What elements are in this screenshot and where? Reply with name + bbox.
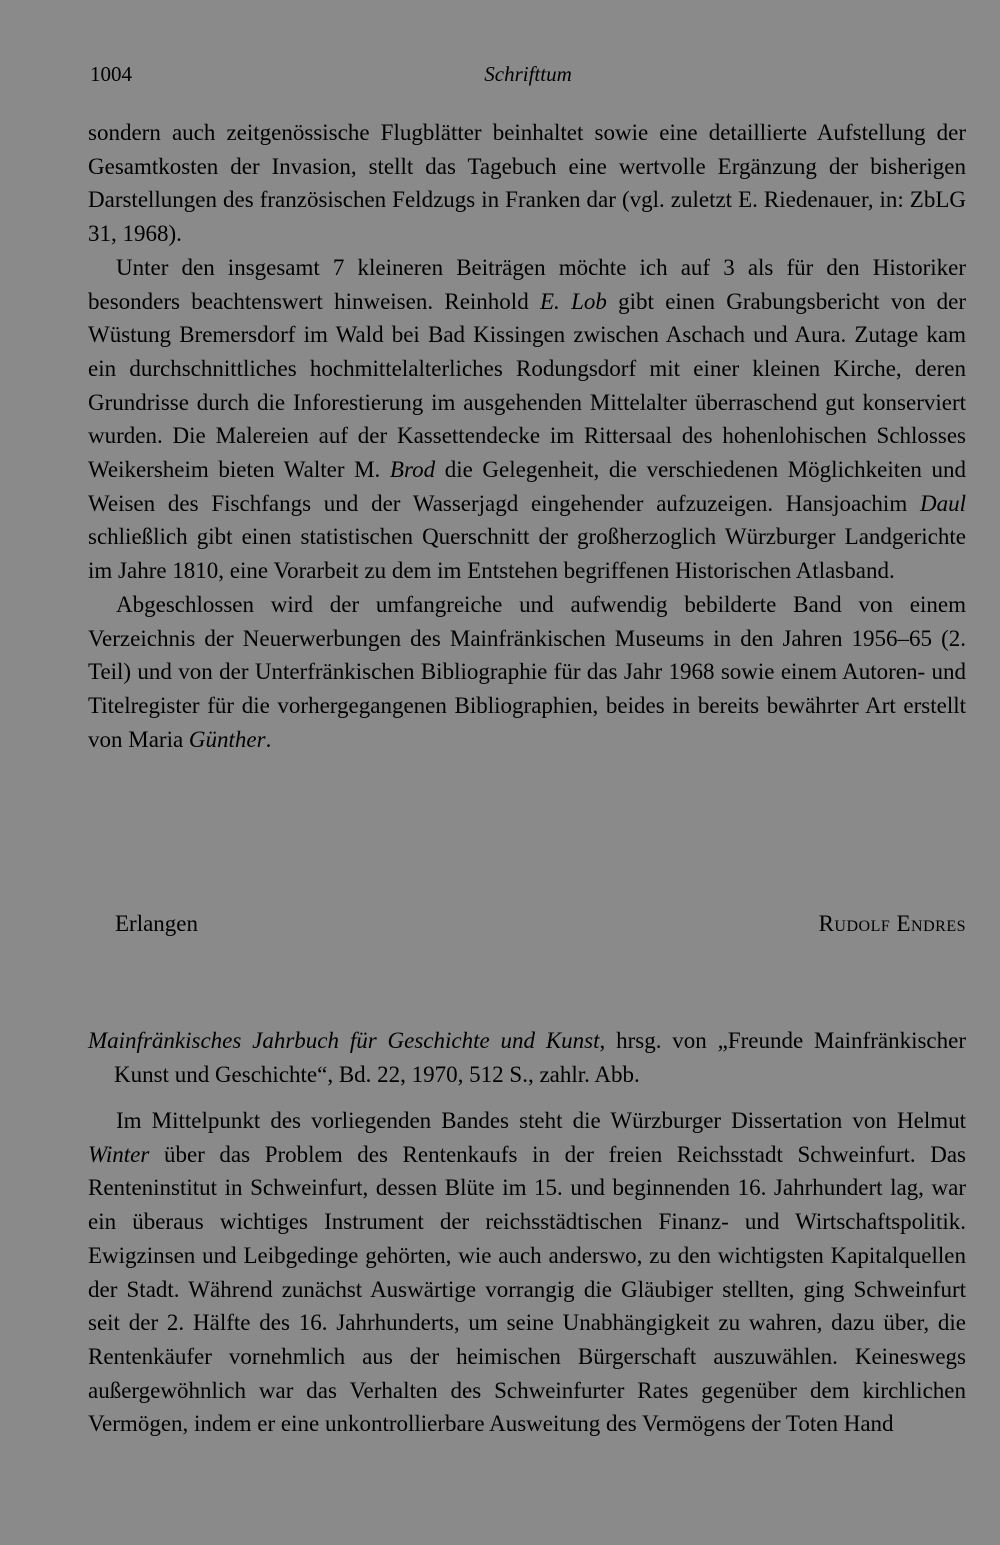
running-head <box>90 62 966 92</box>
review-body <box>88 1104 966 1441</box>
book-title: Mainfränkisches Jahrbuch für Geschichte und Kunst <box>88 1028 600 1053</box>
paragraph-3: Abgeschlossen wird der umfangreiche und aufwendig bebilderte Band von einem Verzeichnis der Neuerwerbungen des Mainfränkischen Museums in den Jahren 1956–65 (2. Teil) und von der Unterfränkischen Bibliographie für das Jahr 1968 sowie einem Autoren- und Titelregister für die vorhergegangenen Bibliographien, beides in bereits bewährter Art erstellt von Maria Günther. <box>88 591 966 752</box>
author-name: Brod <box>389 457 436 483</box>
running-title: Schrifttum <box>484 62 572 86</box>
book-details: , hrsg. von „Freunde Mainfränkischer Kunst und Geschichte“, Bd. 22, 1970, 512 S., zahlr. Abb. <box>114 1028 967 1087</box>
author-name: E. Lob <box>539 288 607 314</box>
signature-place: Erlangen <box>115 911 199 936</box>
page-number: 1004 <box>90 62 132 86</box>
paragraph-review2-1: Im Mittelpunkt des vorliegenden Bandes steht die Würzburger Dissertation von Helmut Winter über das Problem des Rentenkaufs in der freien Reichsstadt Schweinfurt. Das Renteninstitut in Schweinfurt, dessen Blüte im 15. und beginnenden 16. Jahrhundert lag, war ein überaus wichtiges Instrument der reichsstädtischen Finanz- und Wirtschaftspolitik. Ewigzinsen und Leibgedinge gehörten, wie auch anderswo, zu den wichtigsten Kapitalquellen der Stadt. Während zunächst Auswärtige vorrangig die Gläubiger stellten, ging Schweinfurt seit der 2. Hälfte des 16. Jahrhunderts, um seine Unabhängigkeit zu wahren, dazu über, die Rentenkäufer vornehmlich aus der heimischen Bürgerschaft auszuwählen. Keineswegs außergewöhnlich war das Verhalten des Schweinfurter Rates gegenüber dem kirchlichen Vermögen, indem er eine unkontrollierbare Ausweitung des Vermögens der Toten Hand <box>88 1108 966 1437</box>
review-heading <box>88 1024 966 1091</box>
author-name: Daul <box>920 490 966 516</box>
review-continuation <box>88 116 966 756</box>
signature-author: Rudolf Endres <box>818 911 966 936</box>
paragraph-2: Unter den insgesamt 7 kleineren Beiträgen möchte ich auf 3 als für den Historiker besonders beachtenswert hinweisen. Reinhold E. Lob gibt einen Grabungsbericht von der Wüstung Bremersdorf im Wald bei Bad Kissingen zwischen Aschach und Aura. Zutage kam ein durchschnittliches hochmittelalterliches Rodungsdorf mit einer kleinen Kirche, deren Grundrisse durch die Inforestierung im ausgehenden Mittelalter überraschend gut konserviert wurden. Die Malereien auf der Kassettendecke im Rittersaal des hohenlohischen Schlosses Weikersheim bieten Walter M. Brod die Gelegenheit, die verschiedenen Möglichkeiten und Weisen des Fischfangs und der Wasserjagd eingehender aufzuzeigen. Hansjoachim Daul schließlich gibt einen statistischen Querschnitt der großherzoglich Würzburger Landgerichte im Jahre 1810, eine Vorarbeit zu dem im Entstehen begriffenen Historischen Atlasband. <box>88 254 966 584</box>
author-name: Winter <box>88 1141 150 1167</box>
paragraph-1: sondern auch zeitgenössische Flugblätter beinhaltet sowie eine detaillierte Aufstellung der Gesamtkosten der Invasion, stellt das Tagebuch eine wertvolle Ergänzung der bisherigen Darstellungen des französischen Feldzugs in Franken dar (vgl. zuletzt E. Riedenauer, in: ZbLG 31, 1968). <box>88 120 966 247</box>
author-name: Günther <box>188 726 266 752</box>
